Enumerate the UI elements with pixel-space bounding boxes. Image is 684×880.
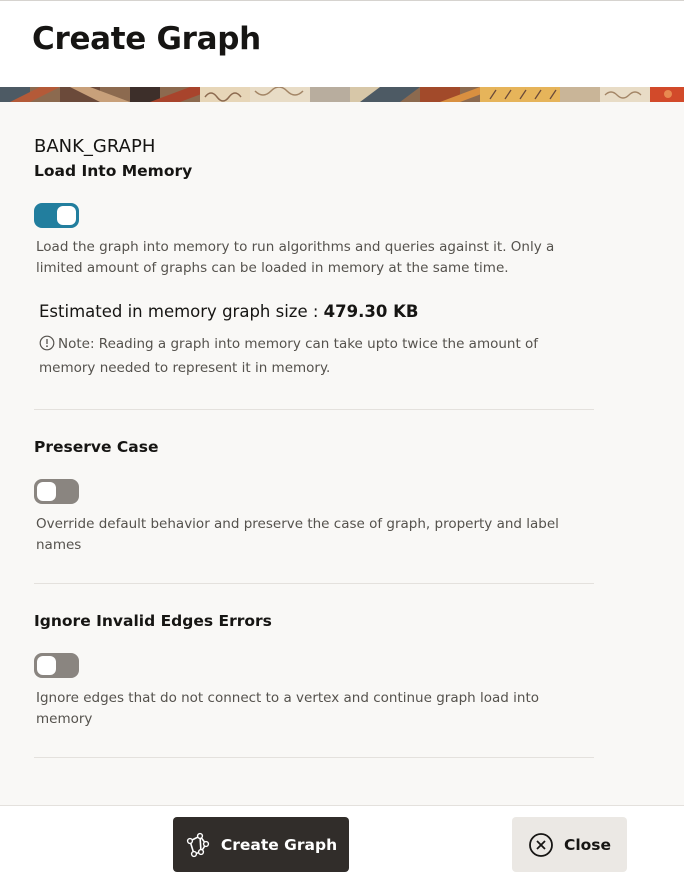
load-into-memory-toggle[interactable] xyxy=(34,203,79,228)
section-divider xyxy=(34,757,594,758)
ignore-invalid-edges-label: Ignore Invalid Edges Errors xyxy=(34,612,272,630)
section-divider xyxy=(34,583,594,584)
load-into-memory-label: Load Into Memory xyxy=(34,162,193,180)
dialog-header xyxy=(0,1,684,87)
create-graph-button-label: Create Graph xyxy=(220,835,338,854)
info-icon xyxy=(39,335,55,358)
dialog-footer xyxy=(0,805,684,880)
preserve-case-label: Preserve Case xyxy=(34,438,159,456)
close-circle-icon xyxy=(528,832,554,858)
estimated-size-label: Estimated in memory graph size : xyxy=(39,302,324,321)
dialog-body xyxy=(0,102,684,805)
memory-note xyxy=(39,334,569,379)
decorative-banner xyxy=(0,87,684,102)
toggle-knob xyxy=(37,656,56,675)
memory-note-text: Note: Reading a graph into memory can take upto twice the amount of memory needed to represent it in memory. xyxy=(39,336,539,376)
close-button-label: Close xyxy=(563,835,612,854)
toggle-knob xyxy=(57,206,76,225)
section-divider xyxy=(34,409,594,410)
ignore-invalid-edges-toggle[interactable] xyxy=(34,653,79,678)
estimated-size-value: 479.30 KB xyxy=(323,302,419,321)
toggle-knob xyxy=(37,482,56,501)
estimated-size xyxy=(39,302,418,321)
graph-icon xyxy=(185,832,211,858)
ignore-invalid-edges-description: Ignore edges that do not connect to a vertex and continue graph load into memory xyxy=(36,690,540,727)
load-into-memory-description: Load the graph into memory to run algorithms and queries against it. Only a limited amount of graphs can be loaded in memory at the same time. xyxy=(36,239,555,276)
dialog-title: Create Graph xyxy=(32,21,261,57)
banner-pattern-icon xyxy=(0,87,684,102)
close-button[interactable] xyxy=(512,817,627,872)
graph-name: BANK_GRAPH xyxy=(34,136,156,157)
create-graph-button[interactable] xyxy=(173,817,349,872)
preserve-case-toggle[interactable] xyxy=(34,479,79,504)
preserve-case-description: Override default behavior and preserve the case of graph, property and label names xyxy=(36,516,559,553)
